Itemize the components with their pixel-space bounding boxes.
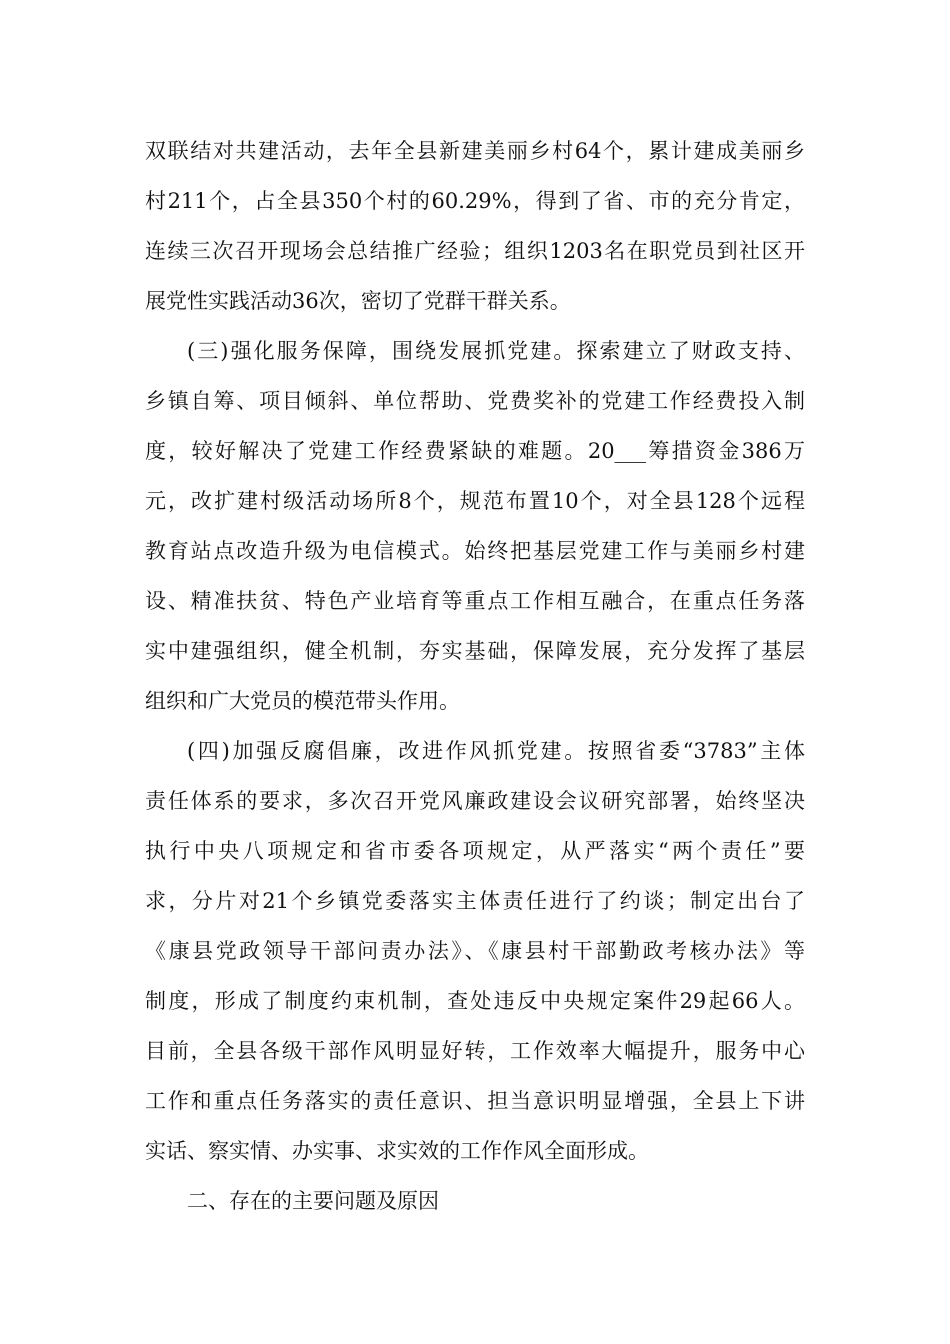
section-heading-line: (四)加强反腐倡廉，改进作风抓党建。按照省委“3783”主体	[187, 739, 805, 763]
text-line: 组织和广大党员的模范带头作用。	[145, 689, 460, 713]
text-line: 元，改扩建村级活动场所8个，规范布置10个，对全县128个远程	[145, 489, 805, 513]
text-line: 求，分片对21个乡镇党委落实主体责任进行了约谈；制定出台了	[145, 889, 805, 913]
text-line: 乡镇自筹、项目倾斜、单位帮助、党费奖补的党建工作经费投入制	[145, 389, 805, 413]
text-line: 目前，全县各级干部作风明显好转，工作效率大幅提升，服务中心	[145, 1039, 805, 1063]
text-line: 展党性实践活动36次，密切了党群干群关系。	[145, 289, 571, 313]
text-line: 教育站点改造升级为电信模式。始终把基层党建工作与美丽乡村建	[145, 539, 805, 563]
text-line: 设、精准扶贫、特色产业培育等重点工作相互融合，在重点任务落	[145, 589, 805, 613]
text-line: 制度，形成了制度约束机制，查处违反中央规定案件29起66人。	[145, 989, 805, 1013]
text-line: 执行中央八项规定和省市委各项规定，从严落实“两个责任”要	[145, 839, 805, 863]
text-line: 实话、察实情、办实事、求实效的工作作风全面形成。	[145, 1139, 649, 1163]
text-line: 连续三次召开现场会总结推广经验；组织1203名在职党员到社区开	[145, 239, 805, 263]
section-heading: 二、存在的主要问题及原因	[187, 1189, 439, 1213]
text-line: 双联结对共建活动，去年全县新建美丽乡村64个，累计建成美丽乡	[145, 139, 805, 163]
text-line: 实中建强组织，健全机制，夯实基础，保障发展，充分发挥了基层	[145, 639, 805, 663]
text-line: 村211个，占全县350个村的60.29%，得到了省、市的充分肯定，	[145, 189, 805, 213]
text-line: 责任体系的要求，多次召开党风廉政建设会议研究部署，始终坚决	[145, 789, 805, 813]
section-heading-line: (三)强化服务保障，围绕发展抓党建。探索建立了财政支持、	[187, 339, 805, 363]
text-line: 《康县党政领导干部问责办法》、《康县村干部勤政考核办法》等	[145, 939, 805, 963]
text-line: 工作和重点任务落实的责任意识、担当意识明显增强，全县上下讲	[145, 1089, 805, 1113]
text-line: 度，较好解决了党建工作经费紧缺的难题。20___筹措资金386万	[145, 439, 805, 463]
